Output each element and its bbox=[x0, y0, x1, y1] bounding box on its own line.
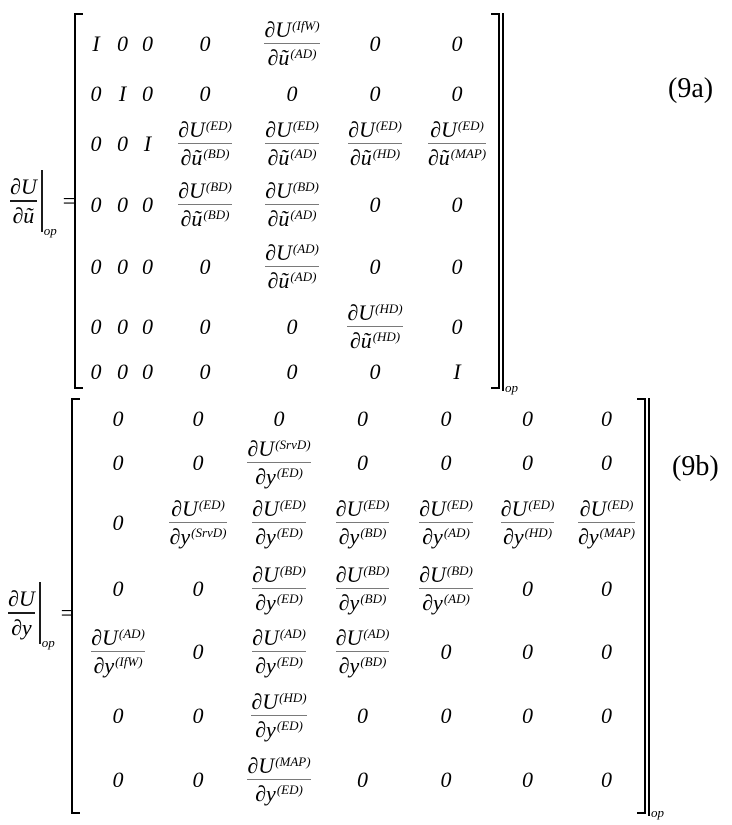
fraction-bar bbox=[178, 204, 232, 205]
matrix-cell: 0 bbox=[522, 575, 533, 601]
matrix-cell: 0 bbox=[286, 80, 298, 106]
evaluation-bar bbox=[39, 582, 55, 650]
matrix-cell: 0 bbox=[142, 30, 153, 56]
matrix-cell: 0 bbox=[142, 358, 153, 384]
lhs-denominator: ∂y bbox=[11, 615, 32, 640]
matrix-cell: 0 bbox=[112, 766, 124, 792]
matrix-cell: 0 bbox=[199, 80, 211, 106]
fraction-bar bbox=[265, 204, 319, 205]
matrix-cell: 0 bbox=[451, 30, 463, 56]
matrix-cell: 0 bbox=[117, 358, 128, 384]
matrix-cell: 0 bbox=[451, 254, 463, 279]
lhs-numerator: ∂U bbox=[8, 585, 35, 611]
matrix-cell: $\frac{\partial U^{(AD)}}{\partial ũ^{(AD)}}$ bbox=[265, 240, 319, 293]
matrix-9a bbox=[82, 15, 498, 385]
matrix-cell: 0 bbox=[369, 30, 381, 56]
matrix-cell: 0 bbox=[601, 639, 612, 664]
matrix-cell: 0 bbox=[369, 192, 381, 217]
matrix-cell: $\frac{\partial U^{(BD)}}{\partial y^{(ED)}}$ bbox=[252, 561, 306, 615]
matrix-cell: 0 bbox=[90, 254, 102, 279]
matrix-cell: $\frac{\partial U^{(AD)}}{\partial y^{(IfW)}}$ bbox=[91, 625, 145, 678]
fraction-bar bbox=[265, 266, 319, 267]
matrix-cell: $\frac{\partial U^{(BD)}}{\partial y^{(BD)}}$ bbox=[335, 561, 390, 615]
evaluation-bar bbox=[41, 170, 57, 238]
matrix-cell: 0 bbox=[90, 192, 102, 217]
matrix-cell: $\frac{\partial U^{(SrvD)}}{\partial y^{(ED)}}$ bbox=[247, 436, 311, 489]
matrix-cell: 0 bbox=[601, 702, 612, 728]
matrix-cell: $\frac{\partial U^{(ED)}}{\partial y^{(AD)}}$ bbox=[419, 496, 473, 549]
fraction-bar bbox=[501, 522, 555, 523]
fraction-bar bbox=[428, 143, 486, 144]
matrix-cell: 0 bbox=[199, 254, 211, 279]
matrix-cell: I bbox=[92, 30, 100, 56]
matrix-cell: I bbox=[118, 80, 127, 106]
matrix-cell: $\frac{\partial U^{(AD)}}{\partial y^{(BD)}}$ bbox=[335, 625, 390, 678]
matrix-cell: 0 bbox=[440, 702, 452, 728]
equation-label-9a: (9a) bbox=[668, 73, 714, 104]
matrix-cell: 0 bbox=[112, 405, 124, 431]
matrix-cell: 0 bbox=[192, 639, 204, 664]
matrix-cell: 0 bbox=[192, 575, 204, 601]
matrix-cell: 0 bbox=[357, 702, 368, 728]
matrix-cell: 0 bbox=[199, 314, 211, 339]
equation-label-9b: (9b) bbox=[672, 451, 719, 482]
fraction-bar bbox=[578, 522, 635, 523]
matrix-cell: 0 bbox=[192, 702, 204, 728]
matrix-cell: 0 bbox=[357, 766, 368, 792]
matrix-cell: 0 bbox=[112, 575, 124, 601]
fraction-bar bbox=[178, 143, 232, 144]
matrix-cell: $\frac{\partial U^{(ED)}}{\partial y^{(ED)}}$ bbox=[252, 496, 306, 549]
matrix-cell: $\frac{\partial U^{(IfW)}}{\partial ũ^{(AD)}}$ bbox=[264, 16, 320, 70]
lhs-9b bbox=[8, 582, 74, 650]
matrix-cell: 0 bbox=[192, 405, 204, 431]
matrix-cell: 0 bbox=[90, 358, 102, 384]
matrix-cell: 0 bbox=[199, 30, 211, 56]
matrix-cell: I bbox=[453, 358, 461, 384]
matrix-cell: 0 bbox=[142, 192, 153, 217]
matrix-cell: 0 bbox=[357, 405, 368, 431]
matrix-cell: 0 bbox=[199, 358, 211, 384]
matrix-cell: 0 bbox=[369, 254, 381, 279]
matrix-cell: $\frac{\partial U^{(ED)}}{\partial ũ^{(AD)}}$ bbox=[265, 116, 319, 170]
fraction-bar bbox=[265, 143, 319, 144]
fraction-bar bbox=[252, 522, 306, 523]
matrix-cell: 0 bbox=[369, 358, 381, 384]
matrix-cell: $\frac{\partial U^{(ED)}}{\partial ũ^{(HD)}}$ bbox=[348, 116, 402, 170]
matrix-cell: 0 bbox=[142, 254, 153, 279]
lhs-fraction bbox=[10, 170, 37, 232]
matrix-cell: $\frac{\partial U^{(HD)}}{\partial ũ^{(HD)}}$ bbox=[347, 300, 403, 353]
matrix-9b bbox=[78, 400, 645, 812]
fraction-bar bbox=[247, 779, 310, 780]
fraction-bar bbox=[419, 522, 473, 523]
matrix-cell: 0 bbox=[522, 450, 533, 475]
matrix-cell: 0 bbox=[440, 766, 452, 792]
matrix-cell: 0 bbox=[117, 130, 128, 156]
matrix-cell: 0 bbox=[112, 702, 124, 728]
matrix-cell: 0 bbox=[440, 639, 452, 664]
matrix-cell: $\frac{\partial U^{(BD)}}{\partial ũ^{(BD)}}$ bbox=[178, 178, 232, 231]
fraction-bar bbox=[91, 651, 145, 652]
matrix-cell: $\frac{\partial U^{(ED)}}{\partial y^{(HD)}}$ bbox=[500, 496, 555, 549]
equals-sign: = bbox=[62, 188, 76, 213]
matrix-cell: $\frac{\partial U^{(AD)}}{\partial y^{(ED)}}$ bbox=[252, 625, 306, 678]
matrix-cell: 0 bbox=[601, 575, 612, 601]
matrix-cell: 0 bbox=[90, 130, 102, 156]
matrix-cell: 0 bbox=[451, 314, 463, 339]
lhs-denominator: ∂ũ bbox=[12, 203, 35, 228]
fraction-bar bbox=[251, 715, 306, 716]
matrix-cell: 0 bbox=[522, 639, 533, 664]
matrix-cell: $\frac{\partial U^{(BD)}}{\partial y^{(AD)}}$ bbox=[419, 561, 473, 615]
matrix-cell: 0 bbox=[369, 80, 381, 106]
matrix-cell: 0 bbox=[112, 450, 124, 475]
fraction-bar bbox=[8, 612, 35, 614]
matrix-cell: $\frac{\partial U^{(MAP)}}{\partial y^{(ED)}}$ bbox=[247, 752, 311, 806]
matrix-cell: 0 bbox=[117, 30, 128, 56]
matrix-cell: 0 bbox=[522, 702, 533, 728]
matrix-cell: 0 bbox=[273, 405, 285, 431]
matrix-evaluation-bar bbox=[648, 398, 664, 820]
matrix-cell: 0 bbox=[601, 766, 612, 792]
evaluation-subscript: op bbox=[43, 223, 57, 238]
matrix-cell: 0 bbox=[142, 314, 153, 339]
fraction-bar bbox=[336, 522, 390, 523]
fraction-bar bbox=[252, 588, 306, 589]
matrix-cell: 0 bbox=[440, 450, 452, 475]
matrix-cell: 0 bbox=[192, 450, 204, 475]
lhs-9a bbox=[10, 170, 76, 238]
matrix-cell: 0 bbox=[522, 405, 533, 431]
matrix-cell: $\frac{\partial U^{(ED)}}{\partial y^{(MAP)}}$ bbox=[577, 496, 635, 549]
matrix-right-bracket bbox=[637, 398, 646, 814]
matrix-cell: 0 bbox=[601, 450, 612, 475]
matrix-cell: $\frac{\partial U^{(ED)}}{\partial y^{(BD)}}$ bbox=[335, 496, 390, 549]
equals-sign: = bbox=[60, 600, 74, 625]
fraction-bar bbox=[10, 200, 37, 202]
lhs-numerator: ∂U bbox=[10, 173, 37, 199]
matrix-cell: 0 bbox=[117, 254, 128, 279]
matrix-cell: $\frac{\partial U^{(ED)}}{\partial y^{(SrvD)}}$ bbox=[169, 496, 227, 549]
matrix-cell: 0 bbox=[286, 314, 298, 339]
matrix-cell: 0 bbox=[117, 314, 128, 339]
evaluation-subscript: op bbox=[505, 380, 518, 395]
matrix-cell: $\frac{\partial U^{(ED)}}{\partial ũ^{(MAP)}}$ bbox=[427, 116, 487, 170]
matrix-cell: 0 bbox=[142, 80, 153, 106]
matrix-cell: 0 bbox=[286, 358, 298, 384]
fraction-bar bbox=[264, 43, 319, 44]
matrix-evaluation-bar bbox=[502, 13, 518, 395]
evaluation-subscript: op bbox=[41, 635, 55, 650]
fraction-bar bbox=[336, 651, 390, 652]
fraction-bar bbox=[252, 651, 306, 652]
matrix-cell: 0 bbox=[522, 766, 533, 792]
fraction-bar bbox=[336, 588, 390, 589]
matrix-cell: 0 bbox=[112, 510, 124, 535]
fraction-bar bbox=[419, 588, 473, 589]
matrix-cell: $\frac{\partial U^{(HD)}}{\partial y^{(ED)}}$ bbox=[251, 688, 307, 742]
fraction-bar bbox=[347, 326, 402, 327]
matrix-cell: $\frac{\partial U^{(ED)}}{\partial ũ^{(BD)}}$ bbox=[178, 116, 232, 170]
matrix-cell: 0 bbox=[117, 192, 128, 217]
matrix-cell: $\frac{\partial U^{(BD)}}{\partial ũ^{(AD)}}$ bbox=[265, 178, 319, 231]
matrix-right-bracket bbox=[491, 13, 500, 389]
fraction-bar bbox=[247, 462, 310, 463]
matrix-cell: I bbox=[143, 130, 152, 156]
matrix-cell: 0 bbox=[451, 80, 463, 106]
matrix-cell: 0 bbox=[357, 450, 368, 475]
fraction-bar bbox=[169, 522, 226, 523]
fraction-bar bbox=[348, 143, 402, 144]
matrix-cell: 0 bbox=[451, 192, 463, 217]
matrix-cell: 0 bbox=[90, 314, 102, 339]
lhs-fraction bbox=[8, 582, 35, 644]
matrix-cell: 0 bbox=[440, 405, 452, 431]
matrix-cell: 0 bbox=[601, 405, 612, 431]
matrix-cell: 0 bbox=[192, 766, 204, 792]
matrix-cell: 0 bbox=[90, 80, 102, 106]
evaluation-subscript: op bbox=[651, 805, 664, 820]
